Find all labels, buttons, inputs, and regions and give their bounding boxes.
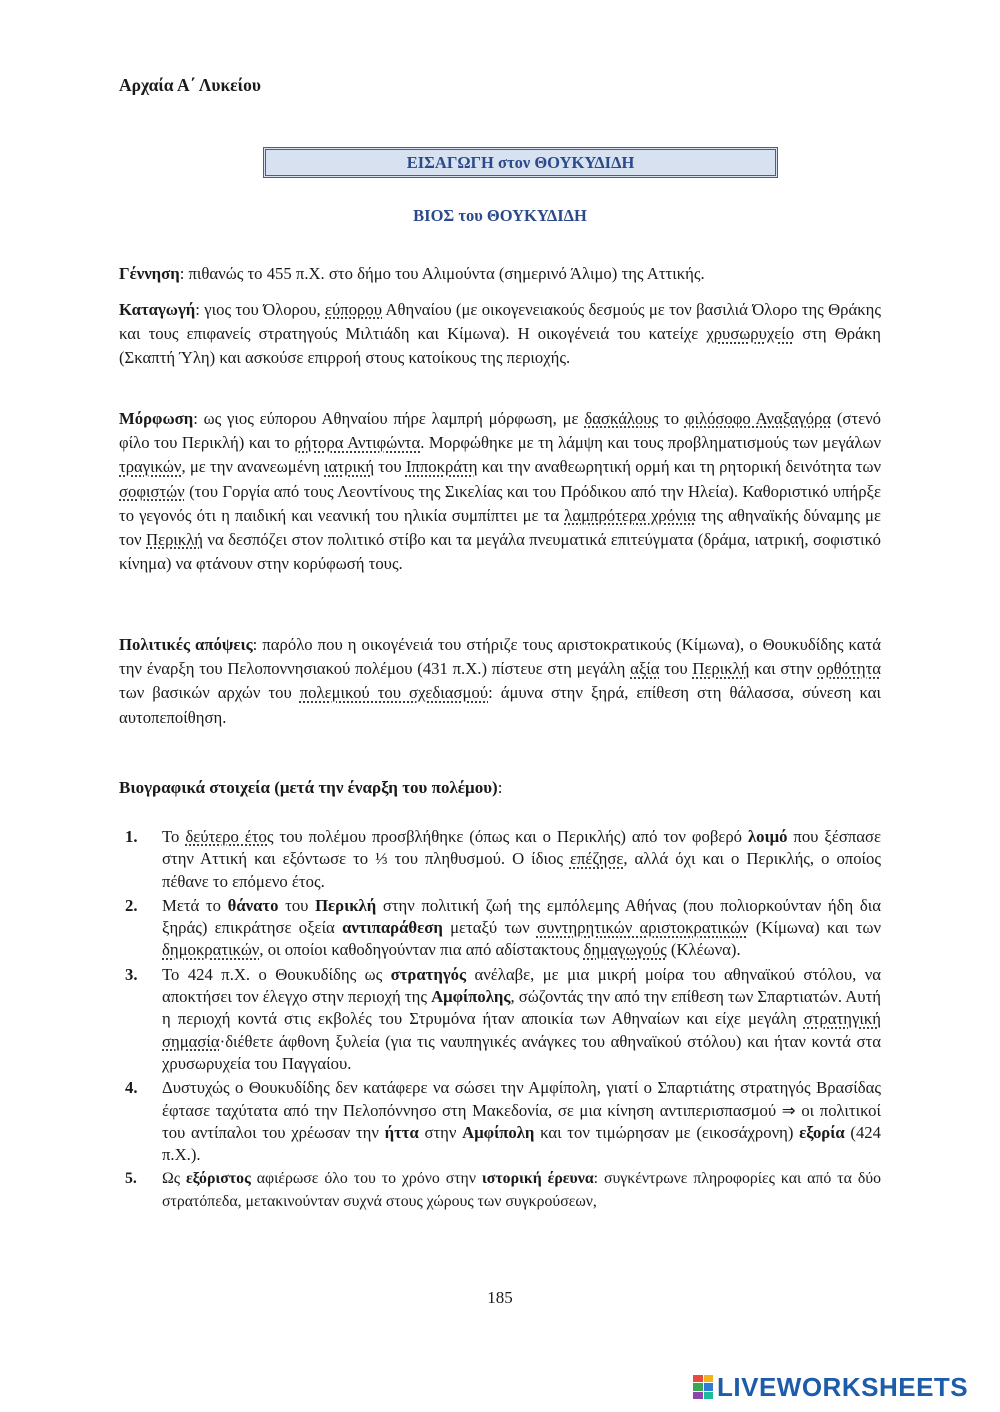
list-item: 5. Ως εξόριστος αφιέρωσε όλο του το χρόνο στην ιστορική έρευνα: συγκέντρωνε πληροφορίες και από τα δύο στρατόπεδα, μετακινούνταν συχνά στους χώρους των συγκρούσεων, [125,1170,881,1210]
list-number: 1. [125,827,138,846]
liveworksheets-text: LIVEWORKSHEETS [717,1371,969,1402]
education-label: Μόρφωση [119,409,194,428]
bio-heading: Βιογραφικά στοιχεία (μετά την έναρξη του πολέμου): [119,778,503,797]
list-number: 2. [125,895,138,915]
list-item: 1. Το δεύτερο έτος του πολέμου προσβλήθηκε (όπως και ο Περικλής) από τον φοβερό λοιμό που ξέσπασε στην Αττική και εξόντωσε το ⅓ του πληθυσμού. Ο ίδιος επέζησε, αλλά όχι και ο Περικλής, ο οποίος πέθανε το επόμενο έτος. [125,827,881,891]
list-number: 5. [125,1170,137,1188]
birth-label: Γέννηση [119,264,180,283]
list-item: 2. Μετά το θάνατο του Περικλή στην πολιτική ζωή της εμπόλεμης Αθήνας (που πολιορκούνταν ήδη δια ξηράς) επικράτησε οξεία αντιπαράθεση μεταξύ των συντηρητικών αριστοκρατικών (Κίμωνα) και των δημοκρατικών, οι οποίοι καθοδηγούνταν πια από αδίστακτους δημαγωγούς (Κλέωνα). [125,895,882,960]
course-header: Αρχαία Α΄ Λυκείου [119,75,261,95]
education-paragraph: Μόρφωση: ως γιος εύπορου Αθηναίου πήρε λαμπρή μόρφωση, με δασκάλους το φιλόσοφο Αναξαγόρα (στενό φίλο του Περικλή) και το ρήτορα Αντιφώντα. Μορφώθηκε με τη λάμψη και τους προβληματισμούς των μεγάλων τραγικών, με την ανανεωμένη ιατρική του Ιπποκράτη και την αναθεωρητική ορμή και τη ρητορική δεινότητα των σοφιστών (του Γοργία από τους Λεοντίνους της Σικελίας και του Πρόδικου από την Ηλεία). Καθοριστικό υπήρξε το γεγονός ότι η παιδική και νεανική του ηλικία συμπίπτει με τα λαμπρότερα χρόνια της αθηναϊκής δύναμης με τον Περικλή να δεσπόζει στον πολιτικό στίβο και τα μεγάλα πνευματικά επιτεύγματα (δράμα, ιατρική, σοφιστικό κίνημα) να φτάνουν στην κορύφωσή τους. [119,409,881,574]
bio-list [119,826,881,1215]
liveworksheets-logo[interactable] [693,1372,968,1402]
origin-paragraph: Καταγωγή: γιος του Όλορου, εύπορου Αθηναίου (με οικογενειακούς δεσμούς με τον βασιλιά Όλορο της Θράκης και τους επιφανείς στρατηγούς Μιλτιάδη και Κίμωνα). Η οικογένειά του κατείχε χρυσωρυχείο στη Θράκη (Σκαπτή Ύλη) και ασκούσε επιρροή στους κατοίκους της περιοχής. [119,300,881,368]
list-item: 3. Το 424 π.Χ. ο Θουκυδίδης ως στρατηγός ανέλαβε, με μια μικρή μοίρα του αθηναϊκού στόλου, να αποκτήσει τον έλεγχο στην περιοχή της Αμφίπολης, σώζοντάς την από την επίθεση των Σπαρτιατών. Αυτή η περιοχή κοντά στις εκβολές του Στρυμόνα ήταν αποικία των Αθηναίων και είχε μεγάλη στρατηγική σημασία·διέθετε άφθονη ξυλεία (για τις ναυπηγικές ανάγκες του αθηναϊκού στόλου) και ήταν κοντά στα χρυσωρυχεία του Παγγαίου. [125,964,881,1073]
politics-paragraph: Πολιτικές απόψεις: παρόλο που η οικογένειά του στήριζε τους αριστοκρατικούς (Κίμωνα), ο Θουκυδίδης κατά την έναρξη του Πελοποννησιακού πολέμου (431 π.Χ.) πίστευε στη μεγάλη αξία του Περικλή και στην ορθότητα των βασικών αρχών του πολεμικού του σχεδιασμού: άμυνα στην ξηρά, επίθεση στη θάλασσα, σύνεση και αυτοπεποίθηση. [119,635,882,727]
liveworksheets-icon [693,1375,713,1399]
section-title-box: ΕΙΣΑΓΩΓΗ στον ΘΟΥΚΥΔΙΔΗ [263,147,778,178]
origin-label: Καταγωγή [119,300,196,319]
list-number: 4. [125,1078,138,1098]
birth-paragraph: Γέννηση: πιθανώς το 455 π.Χ. στο δήμο του Αλιμούντα (σημερινό Άλιμο) της Αττικής. [119,264,705,283]
page-number: 185 [487,1288,513,1307]
list-item: 4. Δυστυχώς ο Θουκυδίδης δεν κατάφερε να σώσει την Αμφίπολη, γιατί ο Σπαρτιάτης στρατηγός Βρασίδας έφτασε ταχύτατα από την Πελοπόννησο στη Μακεδονία, σε μια κίνηση αντιπερισπασμού ⇒ οι πολιτικοί του αντίπαλοι του χρέωσαν την ήττα στην Αμφίπολη και τον τιμώρησαν με (εικοσάχρονη) εξορία (424 π.Χ.). [125,1078,881,1165]
politics-label: Πολιτικές απόψεις [119,635,253,654]
section-subtitle: ΒΙΟΣ του ΘΟΥΚΥΔΙΔΗ [413,206,587,225]
list-number: 3. [125,964,138,984]
